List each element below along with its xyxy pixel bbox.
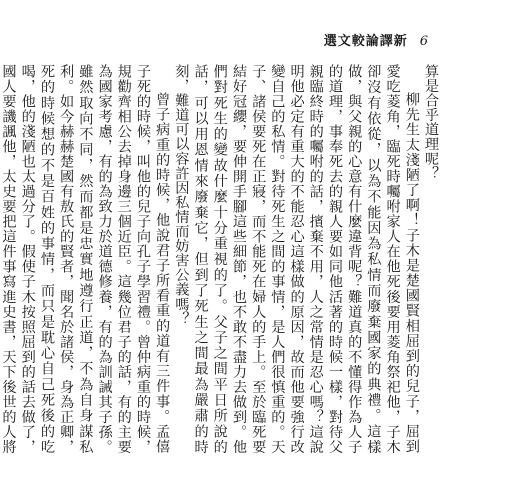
paragraph: 柳先生太淺陋了啊！子木是楚國賢相屈到的兒子，屈到愛吃菱角，臨死時囑咐家人在他死後要用菱角祭祀他，子木卻沒有依從，以為不能因為私情而廢棄國家的典禮。這樣做，與父親的心意有什麼違背呢？難道真的不懂得作為人子的道理，事奉死去的親人要如同他活著的時候一樣，對待父親臨終時的囑咐的話，擯棄不用，人之常情是忍心嗎？這說明他必定有重大的不能忍心這樣做的原因，故而他要強行改變自己的私情。對待死生之間的事情，是人們很慎重的。天子、諸侯要死在正寢，而不能死在婦人的手上。至於臨死要結好冠纓，要伸開手腳這些細節，也不敢不盡力去做到。他們對死生的變故什麼十分重視的了。父子之間平日所說的話，可以用恩情來廢棄它，但到了死生之間最為嚴肅的時刻，難道可以容許因私情而妨害公義嗎？ <box>173 64 420 454</box>
paragraph: 算是合乎道理呢？ <box>423 64 439 181</box>
running-title: 選文較論譯新 <box>323 34 408 49</box>
body-text <box>0 64 440 454</box>
page-number: 6 <box>419 34 428 49</box>
page-header <box>324 30 428 49</box>
paragraph: 曾子病重的時候，他說君子所看重的道有三件事。孟僖子死的時候，叫他的兒子向孔子學習禮。曾仲病重的時候，規勸齊相公去掉身邊三個近臣。這幾位君子的話，有的主要為國家考慮，有的為致力於道德修養，有的為訓誡其子孫。雖然取向不同，然而都是忠實地遵行正道，不為自身謀私利。如今赫赫楚國有敖氏的賢者，聞名於諸侯，身為正卿，死的時候想的不是百姓的事情，而只是耽心自己死後的吃喝，他的淺陋也太過分了。假使子木按照屈到的話去做了，國人要譏諷他，太史要把這件事寫進史書，天下後世的人將 <box>0 64 171 454</box>
